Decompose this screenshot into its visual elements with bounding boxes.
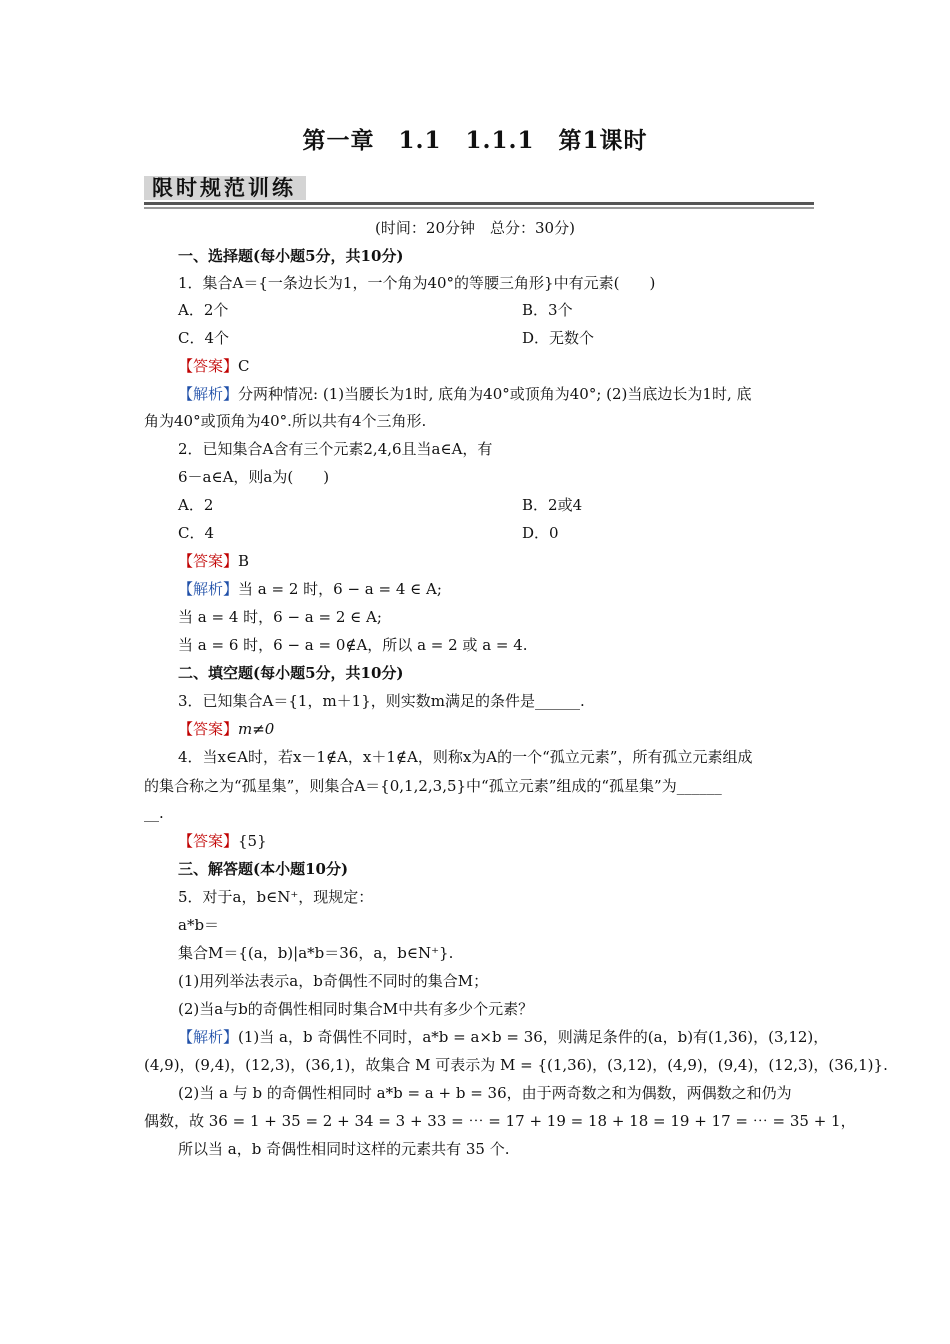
q2-option-b: B．2或4 <box>522 496 583 514</box>
q3-answer-value: m≠0 <box>238 720 275 738</box>
question-2-stem: 2．已知集合A含有三个元素2,4,6且当a∈A，有 <box>178 440 493 458</box>
banner-label: 限时规范训练 <box>144 176 306 200</box>
banner-rule-thin <box>144 207 814 209</box>
q2-explain-line-3: 当 a = 6 时，6 − a = 0∉A，所以 a = 2 或 a = 4. <box>178 636 528 654</box>
q2-option-a: A．2 <box>178 496 214 514</box>
answer-tag: 【答案】 <box>178 357 239 375</box>
q5-explanation <box>178 1027 828 1047</box>
explanation-tag: 【解析】 <box>178 1028 239 1046</box>
banner-rule <box>144 202 814 205</box>
question-3-stem: 3．已知集合A＝{1，m＋1}，则实数m满足的条件是______. <box>178 692 585 710</box>
question-1-stem: 1．集合A＝{一条边长为1，一个角为40°的等腰三角形}中有元素( ) <box>178 274 656 292</box>
q1-option-b: B．3个 <box>522 301 573 319</box>
q5-explain-line-3: (2)当 a 与 b 的奇偶性相同时 a*b = a + b = 36，由于两奇数之和为偶数，两偶数之和仍为 <box>178 1084 792 1102</box>
time-score-meta: (时间：20分钟 总分：30分) <box>375 219 575 237</box>
question-5-definition: a*b＝ <box>178 916 220 934</box>
question-5-set: 集合M＝{(a，b)|a*b＝36，a，b∈N⁺}. <box>178 944 454 962</box>
q5-explain-line-5: 所以当 a，b 奇偶性相同时这样的元素共有 35 个. <box>178 1140 510 1158</box>
answer-tag: 【答案】 <box>178 832 239 850</box>
section-heading-choice: 一、选择题(每小题5分，共10分) <box>178 247 404 265</box>
page-title: 第一章 1.1 1.1.1 第1课时 <box>302 127 648 154</box>
section-heading-fill: 二、填空题(每小题5分，共10分) <box>178 664 404 682</box>
question-4-stem-3: __. <box>144 804 164 822</box>
q1-option-d: D．无数个 <box>522 329 595 347</box>
q2-answer <box>178 551 249 571</box>
q5-explain-line-2: (4,9)，(9,4)，(12,3)，(36,1)，故集合 M 可表示为 M = {(1,36)，(3,12)，(4,9)，(9,4)，(12,3)，(36,1)}. <box>144 1056 888 1074</box>
answer-tag: 【答案】 <box>178 720 239 738</box>
q4-answer <box>178 831 267 851</box>
q2-answer-value: B <box>238 552 250 570</box>
answer-tag: 【答案】 <box>178 552 239 570</box>
q1-answer <box>178 356 250 376</box>
question-5-stem: 5．对于a，b∈N⁺，现规定： <box>178 888 374 906</box>
q1-explanation <box>178 384 752 404</box>
q1-explain-line-1: 分两种情况: (1)当腰长为1时, 底角为40°或顶角为40°; (2)当底边长为1时, 底 <box>238 385 752 403</box>
q1-explain-line-2: 角为40°或顶角为40°.所以共有4个三角形. <box>144 412 427 430</box>
q4-answer-value: {5} <box>238 832 267 850</box>
question-2-stem-2: 6－a∈A，则a为( ) <box>178 468 330 486</box>
question-5-part-2: (2)当a与b的奇偶性相同时集合M中共有多少个元素？ <box>178 1000 534 1018</box>
q2-explanation <box>178 579 442 599</box>
q2-option-d: D．0 <box>522 524 559 542</box>
q2-option-c: C．4 <box>178 524 215 542</box>
explanation-tag: 【解析】 <box>178 580 239 598</box>
q2-explain-line-1: 当 a = 2 时，6 − a = 4 ∈ A; <box>238 580 442 598</box>
section-heading-solve: 三、解答题(本小题10分) <box>178 860 349 878</box>
section-banner <box>144 176 814 212</box>
q1-option-a: A．2个 <box>178 301 229 319</box>
q5-explain-line-4: 偶数，故 36 = 1 + 35 = 2 + 34 = 3 + 33 = ⋯ = 17 + 19 = 18 + 18 = 19 + 17 = ⋯ = 35 + 1， <box>144 1112 856 1130</box>
question-4-stem: 4．当x∈A时，若x－1∉A，x＋1∉A，则称x为A的一个“孤立元素”，所有孤立元素组成 <box>178 748 753 766</box>
q2-explain-line-2: 当 a = 4 时，6 − a = 2 ∈ A; <box>178 608 382 626</box>
question-4-stem-2: 的集合称之为“孤星集”，则集合A＝{0,1,2,3,5}中“孤立元素”组成的“孤星集”为______ <box>144 777 722 795</box>
q5-explain-line-1: (1)当 a，b 奇偶性不同时，a*b = a×b = 36，则满足条件的(a，b)有(1,36)，(3,12)， <box>238 1028 829 1046</box>
q1-answer-value: C <box>238 357 250 375</box>
q3-answer <box>178 719 274 739</box>
question-5-part-1: (1)用列举法表示a，b奇偶性不同时的集合M； <box>178 972 489 990</box>
q1-option-c: C．4个 <box>178 329 230 347</box>
explanation-tag: 【解析】 <box>178 385 239 403</box>
